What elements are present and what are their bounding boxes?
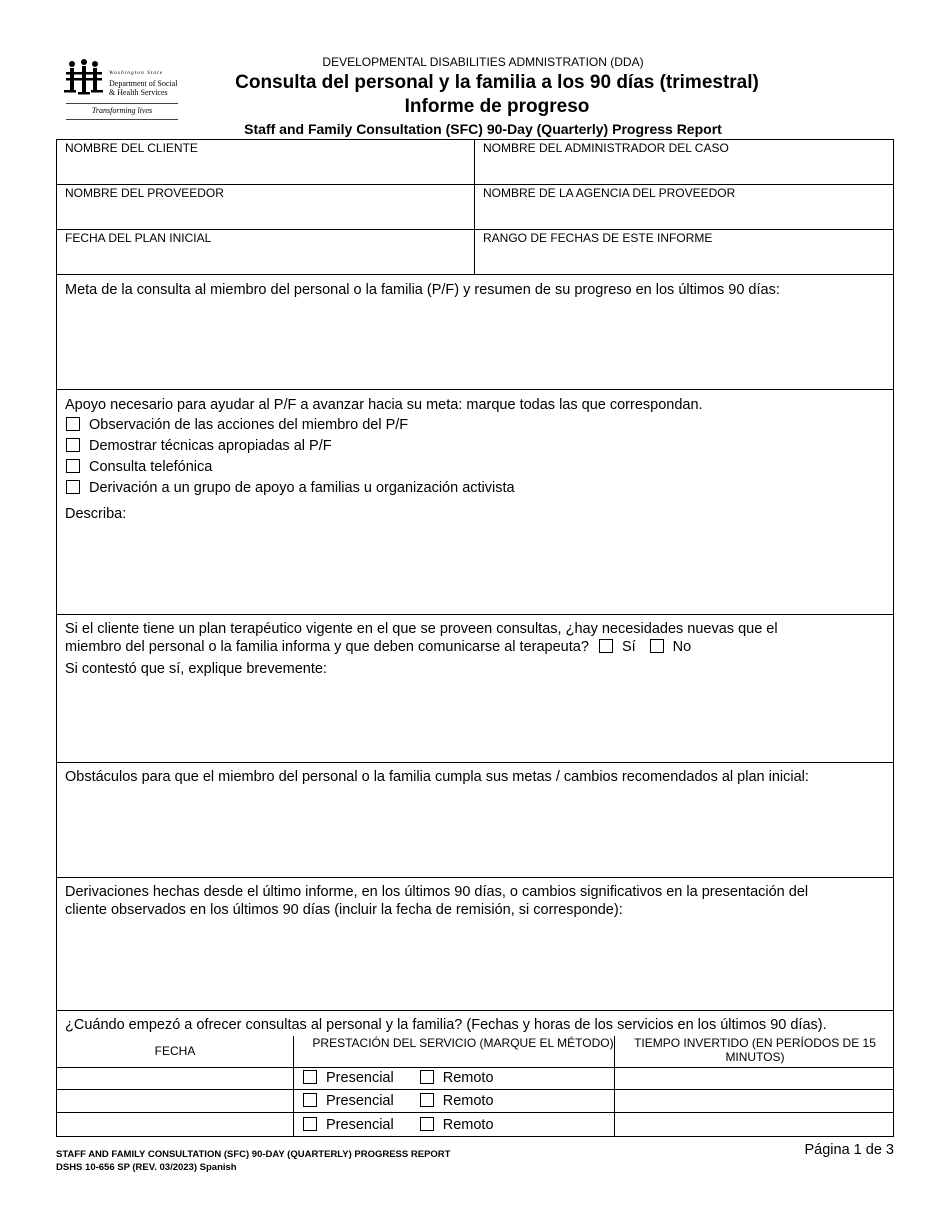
option-label: Consulta telefónica xyxy=(89,459,213,475)
field-label: FECHA DEL PLAN INICIAL xyxy=(65,231,212,245)
provider-name-field[interactable] xyxy=(57,185,475,229)
explain-label: Si contestó que sí, explique brevemente: xyxy=(65,661,327,677)
section-prompt: Meta de la consulta al miembro del personal o la familia (P/F) y resumen de su progreso en los últimos 90 días: xyxy=(65,282,780,298)
describe-label: Describa: xyxy=(65,506,127,522)
field-label: NOMBRE DEL PROVEEDOR xyxy=(65,186,224,200)
field-label: NOMBRE DE LA AGENCIA DEL PROVEEDOR xyxy=(483,186,736,200)
in-person-label: Presencial xyxy=(326,1093,394,1109)
row-divider xyxy=(57,1112,893,1113)
form-row xyxy=(57,140,893,185)
remote-label: Remoto xyxy=(442,1117,494,1133)
section-prompt: Si el cliente tiene un plan terapéutico vigente en el que se proveen consultas, ¿hay necesidades nuevas que el xyxy=(65,621,778,637)
case-manager-field[interactable] xyxy=(475,140,893,184)
option-label: Derivación a un grupo de apoyo a familias u organización activista xyxy=(89,480,515,496)
in-person-label: Presencial xyxy=(326,1117,394,1133)
remote-label: Remoto xyxy=(442,1093,494,1109)
initial-plan-date-field[interactable] xyxy=(57,230,475,274)
logo-rule xyxy=(66,119,178,120)
service-method-row xyxy=(303,1117,494,1133)
services-started-prompt: ¿Cuándo empezó a ofrecer consultas al personal y la familia? (Fechas y horas de los servicios en los últimos 90 días). xyxy=(65,1017,827,1033)
section-prompt: cliente observados en los últimos 90 días (incluir la fecha de remisión, si corresponde): xyxy=(65,902,623,918)
section-prompt: Obstáculos para que el miembro del personal o la familia cumpla sus metas / cambios recomendados al plan inicial: xyxy=(65,769,809,785)
therapy-needs-section xyxy=(57,615,893,763)
field-label: NOMBRE DEL ADMINISTRADOR DEL CASO xyxy=(483,141,729,155)
form-subtitle: Informe de progreso xyxy=(404,96,590,117)
remote-checkbox[interactable] xyxy=(420,1070,434,1084)
prompt-text: miembro del personal o la familia informa y que deben comunicarse al terapeuta? xyxy=(65,639,589,655)
in-person-checkbox[interactable] xyxy=(303,1117,317,1131)
obstacles-section[interactable] xyxy=(57,763,893,878)
form-row xyxy=(57,230,893,275)
option-label: Observación de las acciones del miembro del P/F xyxy=(89,417,409,433)
agency-name: DEVELOPMENTAL DISABILITIES ADMNISTRATION (DDA) xyxy=(322,55,644,69)
column-divider xyxy=(614,1036,615,1136)
column-divider xyxy=(293,1036,294,1136)
form-body xyxy=(56,139,894,1137)
no-label: No xyxy=(672,639,692,655)
support-option xyxy=(66,480,515,496)
remote-label: Remoto xyxy=(442,1070,494,1086)
footer-form-info xyxy=(56,1148,450,1174)
goal-summary-section[interactable] xyxy=(57,275,893,390)
in-person-checkbox[interactable] xyxy=(303,1070,317,1084)
report-date-range-field[interactable] xyxy=(475,230,893,274)
col-header-date: FECHA xyxy=(154,1044,196,1058)
yes-checkbox[interactable] xyxy=(599,639,613,653)
no-checkbox[interactable] xyxy=(650,639,664,653)
support-needed-section xyxy=(57,390,893,615)
footer-form-number: DSHS 10-656 SP (REV. 03/2023) Spanish xyxy=(56,1162,237,1173)
section-prompt xyxy=(65,638,691,656)
referrals-section[interactable] xyxy=(57,878,893,1011)
yes-label: Sí xyxy=(621,639,636,655)
support-option xyxy=(66,459,212,475)
remote-checkbox[interactable] xyxy=(420,1093,434,1107)
field-label: RANGO DE FECHAS DE ESTE INFORME xyxy=(483,231,713,245)
support-option xyxy=(66,438,332,454)
page-number: Página 1 de 3 xyxy=(804,1142,894,1158)
checkbox[interactable] xyxy=(66,459,80,473)
form-row xyxy=(57,185,893,230)
checkbox[interactable] xyxy=(66,480,80,494)
service-method-row xyxy=(303,1070,494,1086)
in-person-checkbox[interactable] xyxy=(303,1093,317,1107)
field-label: NOMBRE DEL CLIENTE xyxy=(65,141,198,155)
in-person-label: Presencial xyxy=(326,1070,394,1086)
col-header-time: TIEMPO INVERTIDO (EN PERÍODOS DE 15 MINUTOS) xyxy=(634,1036,876,1064)
checkbox[interactable] xyxy=(66,438,80,452)
service-method-row xyxy=(303,1093,494,1109)
col-header-method: PRESTACIÓN DEL SERVICIO (MARQUE EL MÉTODO) xyxy=(312,1036,614,1050)
section-prompt: Apoyo necesario para ayudar al P/F a avanzar hacia su meta: marque todas las que correspondan. xyxy=(65,397,703,413)
logo-tagline: Transforming lives xyxy=(91,106,153,115)
checkbox[interactable] xyxy=(66,417,80,431)
provider-agency-field[interactable] xyxy=(475,185,893,229)
form-title-english: Staff and Family Consultation (SFC) 90-Day (Quarterly) Progress Report xyxy=(244,121,722,137)
form-title: Consulta del personal y la familia a los 90 días (trimestral) xyxy=(235,72,759,93)
support-option xyxy=(66,417,408,433)
remote-checkbox[interactable] xyxy=(420,1117,434,1131)
logo-department-text: Department of Social & Health Services xyxy=(109,79,178,97)
footer-form-title: STAFF AND FAMILY CONSULTATION (SFC) 90-DAY (QUARTERLY) PROGRESS REPORT xyxy=(56,1149,451,1160)
option-label: Demostrar técnicas apropiadas al P/F xyxy=(89,438,332,454)
row-divider xyxy=(57,1067,893,1068)
logo-state-text: Washington State xyxy=(109,70,164,76)
section-prompt: Derivaciones hechas desde el último informe, en los últimos 90 días, o cambios significativos en la presentación del xyxy=(65,884,809,900)
row-divider xyxy=(57,1089,893,1090)
client-name-field[interactable] xyxy=(57,140,475,184)
